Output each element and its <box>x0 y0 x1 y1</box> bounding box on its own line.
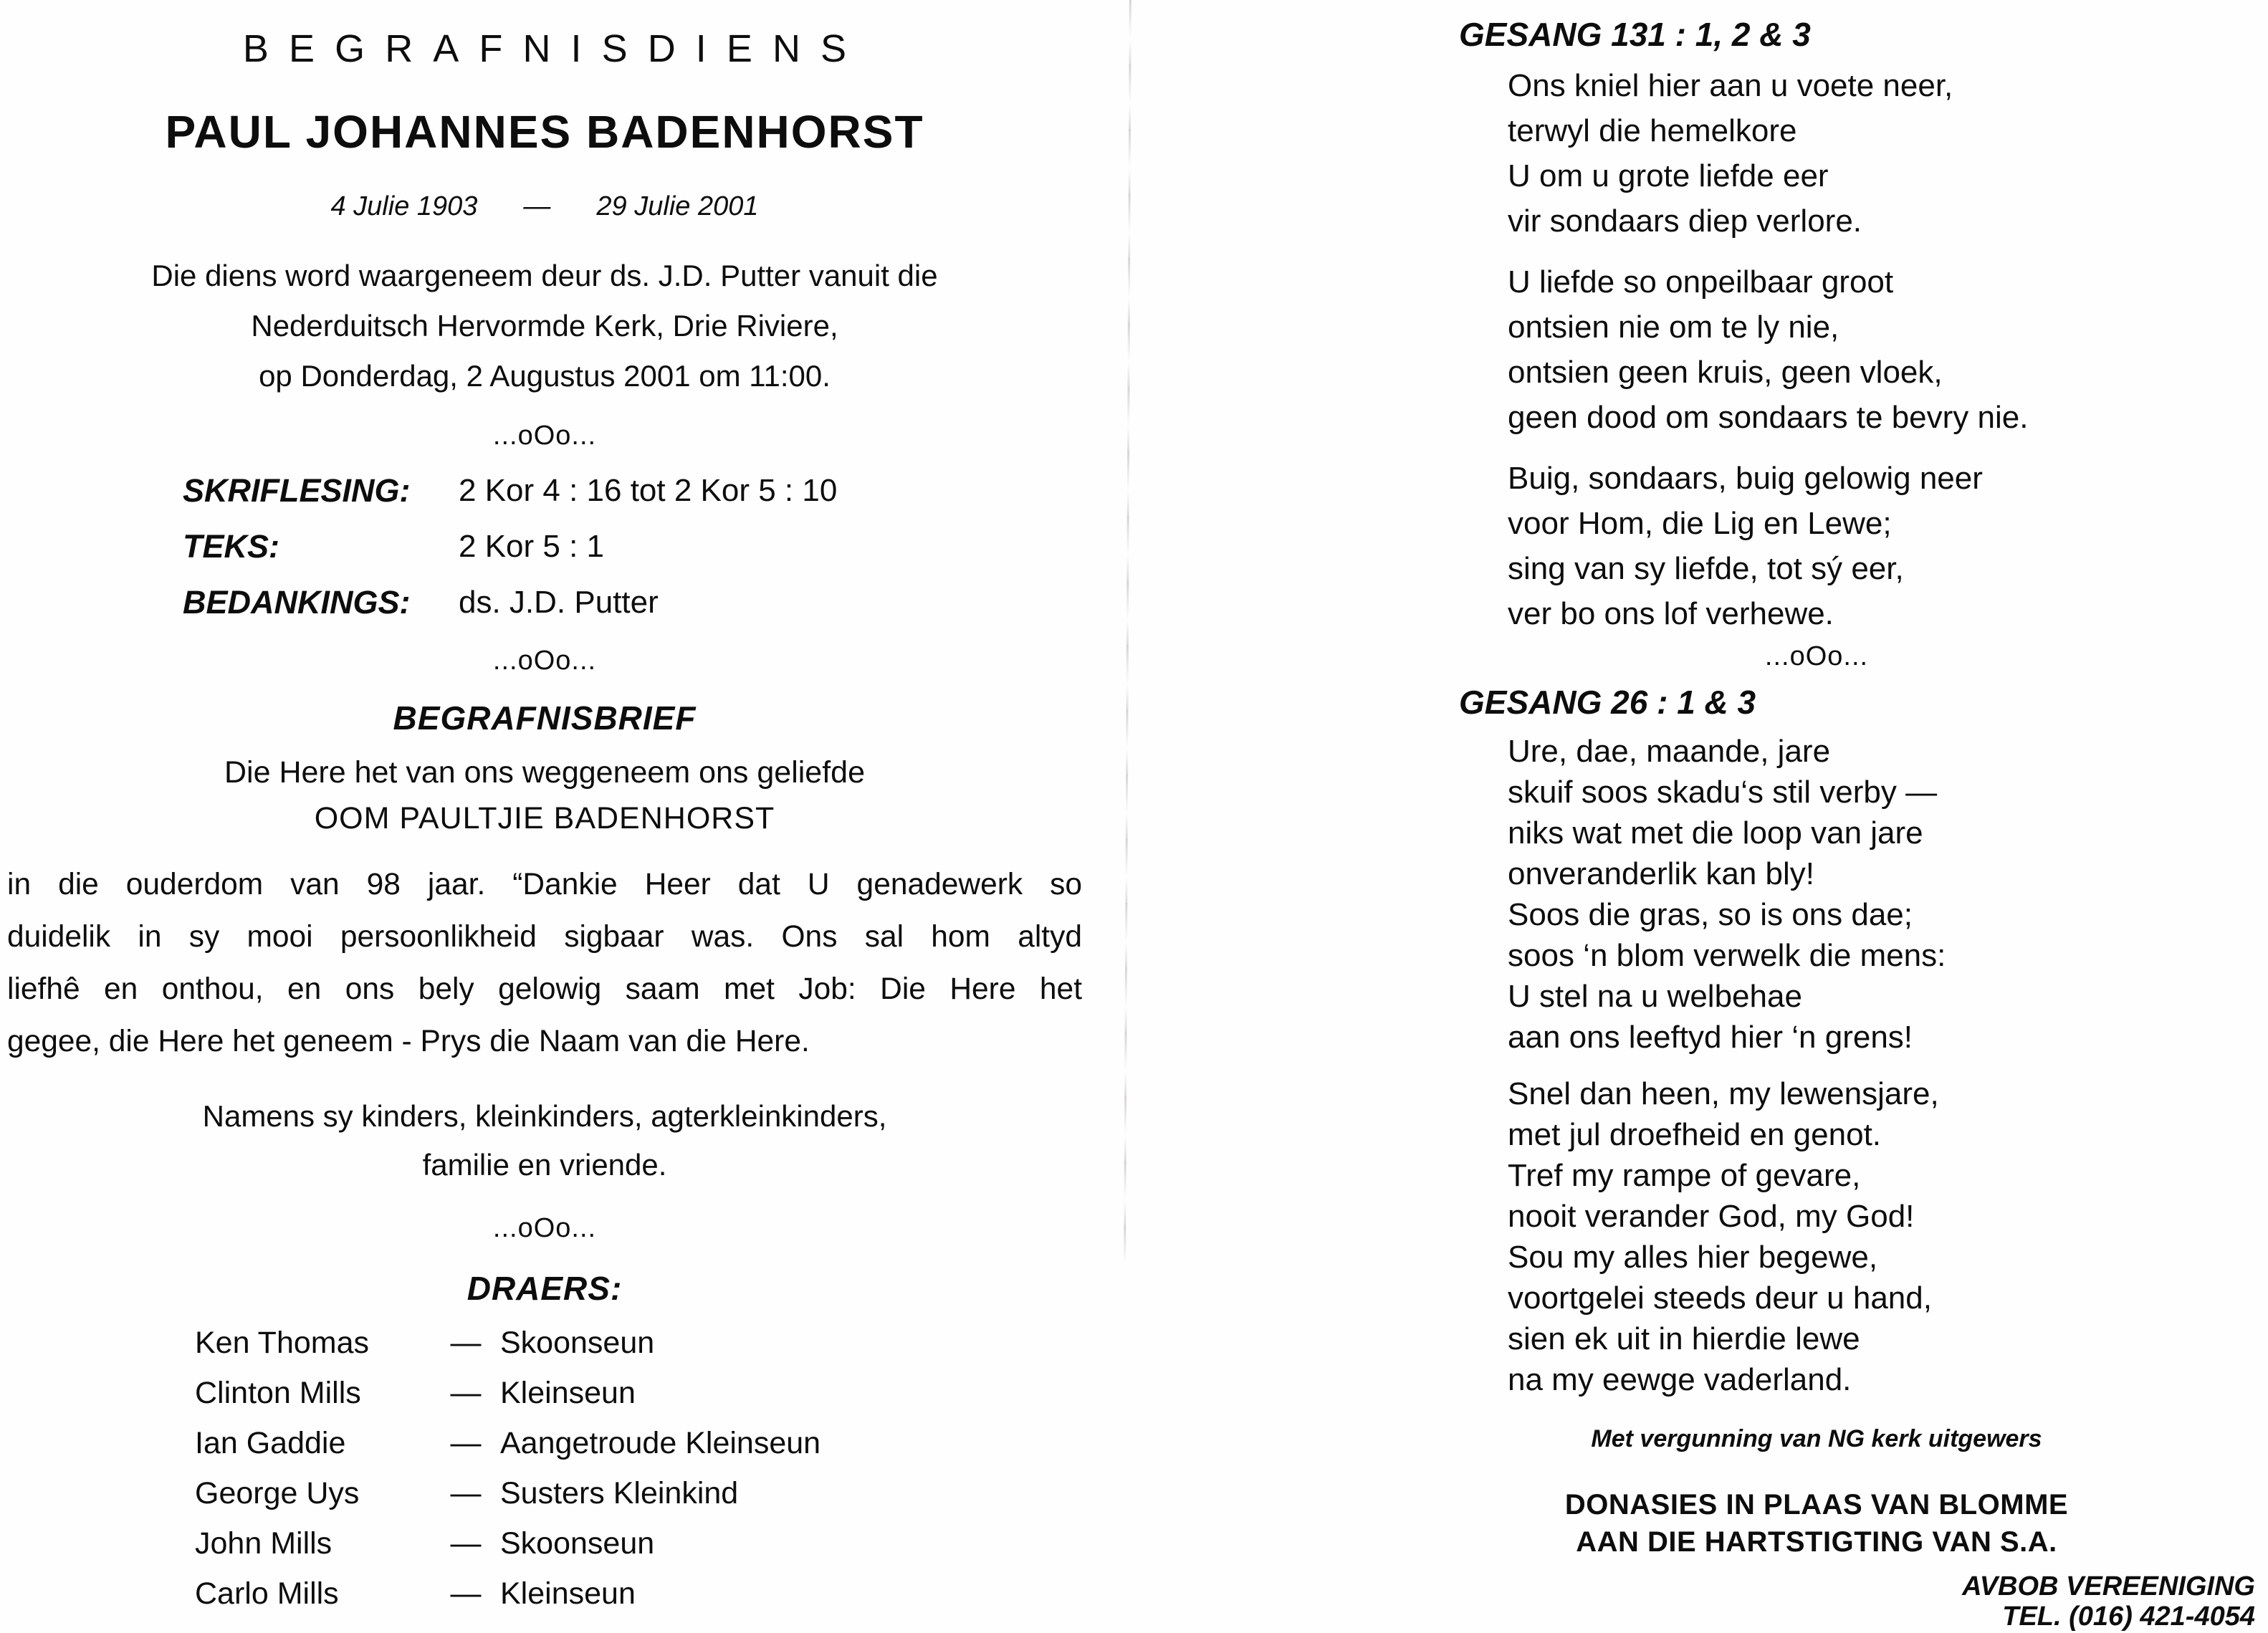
hymn-line: voor Hom, die Lig en Lewe; <box>1508 506 1892 541</box>
birth-date: 4 Julie 1903 <box>330 191 478 221</box>
brief-paragraph <box>0 858 1089 1068</box>
hymn-title-gesang-26: GESANG 26 : 1 & 3 <box>1459 684 1756 721</box>
service-info-line: Nederduitsch Hervormde Kerk, Drie Riviere, <box>251 309 838 343</box>
separator-ooo: ...oOo... <box>492 1213 597 1243</box>
death-date: 29 Julie 2001 <box>596 191 759 221</box>
hymn-line: voortgelei steeds deur u hand, <box>1508 1280 1932 1316</box>
hymn-line: na my eewge vaderland. <box>1508 1362 1852 1397</box>
funeral-home-credit <box>1962 1571 2255 1632</box>
pallbearer-role: Skoonseun <box>500 1526 655 1561</box>
pallbearer-dash: — <box>450 1576 482 1611</box>
brief-paragraph-line: duidelik in sy mooi persoonlikheid sigbaar was. Ons sal hom altyd <box>7 920 1082 954</box>
hymn-line: met jul droefheid en genot. <box>1508 1117 1882 1152</box>
funeral-home-name: AVBOB VEREENIGING <box>1962 1571 2255 1601</box>
right-page <box>1455 0 2268 1561</box>
page-fold-line <box>1124 0 1131 1261</box>
detail-row-bedankings <box>183 585 1089 621</box>
hymn-line: aan ons leeftyd hier ‘n grens! <box>1508 1020 1913 1055</box>
service-details <box>0 473 1089 621</box>
pallbearer-dash: — <box>450 1476 482 1510</box>
hymn-line: U liefde so onpeilbaar groot <box>1508 264 1894 300</box>
begrafnisbrief-heading: BEGRAFNISBRIEF <box>393 699 697 737</box>
hymn-stanza <box>1455 259 2268 440</box>
detail-value: ds. J.D. Putter <box>459 585 659 620</box>
pallbearer-name: George Uys <box>195 1476 360 1510</box>
pallbearer-dash: — <box>450 1376 482 1410</box>
brief-paragraph-line: gegee, die Here het geneem - Prys die Naam van die Here. <box>7 1025 810 1058</box>
pallbearer-name: Ian Gaddie <box>195 1426 346 1460</box>
funeral-home-phone: TEL. (016) 421-4054 <box>2002 1601 2255 1632</box>
hymn-stanza <box>1455 456 2268 636</box>
document-title: BEGRAFNISDIENS <box>242 27 867 70</box>
hymn-stanza <box>1455 1073 2268 1400</box>
hymn-line: nooit verander God, my God! <box>1508 1199 1915 1234</box>
pallbearer-row <box>195 1376 1089 1426</box>
pallbearer-name: Carlo Mills <box>195 1576 339 1611</box>
pallbearer-role: Kleinseun <box>500 1376 636 1410</box>
brief-intro-line: Die Here het van ons weggeneem ons geliefde <box>224 755 865 790</box>
pallbearer-name: Clinton Mills <box>195 1376 361 1410</box>
hymn-line: Soos die gras, so is ons dae; <box>1508 897 1913 932</box>
hymn-stanza <box>1455 731 2268 1058</box>
detail-value: 2 Kor 5 : 1 <box>459 529 605 564</box>
separator-ooo: ...oOo... <box>1764 641 1869 671</box>
service-info-line: op Donderdag, 2 Augustus 2001 om 11:00. <box>259 359 831 393</box>
hymn-line: Tref my rampe of gevare, <box>1508 1158 1861 1193</box>
pallbearer-row <box>195 1476 1089 1526</box>
detail-row-teks <box>183 529 1089 565</box>
pallbearer-row <box>195 1326 1089 1376</box>
pallbearer-row <box>195 1526 1089 1576</box>
hymn-line: niks wat met die loop van jare <box>1508 815 1923 851</box>
hymn-line: vir sondaars diep verlore. <box>1508 203 1862 239</box>
hymn-line: terwyl die hemelkore <box>1508 113 1797 148</box>
brief-name-line: OOM PAULTJIE BADENHORST <box>314 801 775 835</box>
detail-row-skriflesing <box>183 473 1089 509</box>
draers-heading: DRAERS: <box>466 1270 623 1307</box>
hymn-title-gesang-131: GESANG 131 : 1, 2 & 3 <box>1459 16 1811 53</box>
pallbearer-row <box>195 1576 1089 1627</box>
pallbearer-role: Aangetroude Kleinseun <box>500 1426 821 1460</box>
hymn-line: Ons kniel hier aan u voete neer, <box>1508 68 1953 103</box>
donations-note <box>1455 1486 2178 1561</box>
hymn-line: sien ek uit in hierdie lewe <box>1508 1321 1860 1356</box>
brief-closing-line: familie en vriende. <box>422 1148 667 1182</box>
hymn-stanza <box>1455 63 2268 244</box>
pallbearers-list <box>0 1326 1089 1627</box>
hymn-line: soos ‘n blom verwelk die mens: <box>1508 938 1946 973</box>
deceased-name: PAUL JOHANNES BADENHORST <box>165 106 924 158</box>
detail-label: SKRIFLESING: <box>183 472 411 509</box>
pallbearer-dash: — <box>450 1526 482 1561</box>
life-dates <box>0 191 1089 222</box>
separator-ooo: ...oOo... <box>492 421 597 451</box>
pallbearer-name: John Mills <box>195 1526 332 1561</box>
service-info-line: Die diens word waargeneem deur ds. J.D. Putter vanuit die <box>151 259 938 292</box>
donations-line: AAN DIE HARTSTIGTING VAN S.A. <box>1576 1526 2057 1558</box>
pallbearer-name: Ken Thomas <box>195 1326 370 1360</box>
hymn-line: ontsien geen kruis, geen vloek, <box>1508 355 1943 390</box>
hymn-line: U stel na u welbehae <box>1508 979 1802 1014</box>
left-page <box>0 0 1089 1627</box>
dates-dash: — <box>523 191 551 221</box>
detail-label: BEDANKINGS: <box>183 584 411 621</box>
hymn-line: onveranderlik kan bly! <box>1508 856 1815 891</box>
donations-line: DONASIES IN PLAAS VAN BLOMME <box>1564 1489 2069 1521</box>
pallbearer-role: Skoonseun <box>500 1326 655 1360</box>
hymn-line: skuif soos skadu‘s stil verby — <box>1508 775 1938 810</box>
pallbearer-role: Kleinseun <box>500 1576 636 1611</box>
brief-paragraph-line: in die ouderdom van 98 jaar. “Dankie Heer dat U genadewerk so <box>7 868 1082 901</box>
pallbearer-dash: — <box>450 1326 482 1360</box>
separator-ooo: ...oOo... <box>492 646 597 676</box>
detail-label: TEKS: <box>183 528 279 565</box>
permission-note: Met vergunning van NG kerk uitgewers <box>1591 1425 2042 1452</box>
pallbearer-row <box>195 1426 1089 1476</box>
hymn-line: geen dood om sondaars te bevry nie. <box>1508 400 2029 435</box>
service-info <box>0 251 1089 401</box>
hymn-line: Buig, sondaars, buig gelowig neer <box>1508 461 1983 496</box>
hymn-line: U om u grote liefde eer <box>1508 158 1829 193</box>
pallbearer-role: Susters Kleinkind <box>500 1476 739 1510</box>
hymn-line: Ure, dae, maande, jare <box>1508 734 1831 769</box>
hymn-line: Snel dan heen, my lewensjare, <box>1508 1076 1939 1111</box>
brief-closing-line: Namens sy kinders, kleinkinders, agterkleinkinders, <box>202 1099 887 1133</box>
detail-value: 2 Kor 4 : 16 tot 2 Kor 5 : 10 <box>459 473 838 508</box>
brief-paragraph-line: liefhê en onthou, en ons bely gelowig saam met Job: Die Here het <box>7 972 1082 1006</box>
hymn-line: sing van sy liefde, tot sý eer, <box>1508 551 1904 586</box>
hymn-line: ver bo ons lof verhewe. <box>1508 596 1834 631</box>
hymn-line: Sou my alles hier begewe, <box>1508 1240 1878 1275</box>
pallbearer-dash: — <box>450 1426 482 1460</box>
hymn-line: ontsien nie om te ly nie, <box>1508 310 1839 345</box>
